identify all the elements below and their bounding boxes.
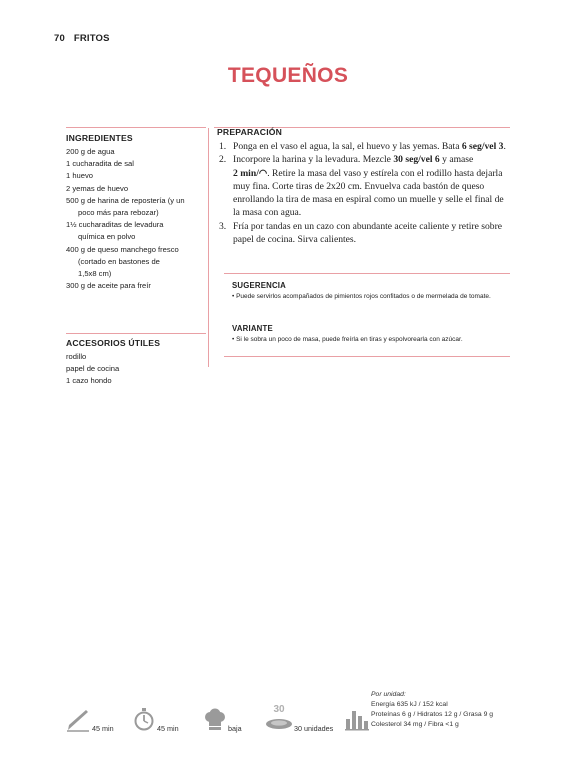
step-setting: 30 seg/vel 6 — [393, 154, 440, 166]
ingredient-line: 1 cucharadita de sal — [66, 159, 134, 169]
ingredient-item — [66, 219, 204, 243]
ingredient-line: 1½ cucharaditas de levadura — [66, 220, 164, 230]
servings-count: 30 — [273, 704, 285, 715]
prep-time: 45 min — [92, 724, 114, 733]
step-number: 2. — [219, 154, 227, 166]
tips-bottom-rule — [224, 356, 510, 357]
total-time: 45 min — [157, 724, 179, 733]
servings: 30 unidades — [294, 724, 334, 733]
preparation-heading: PREPARACIÓN — [217, 127, 283, 137]
suggestion-heading: SUGERENCIA — [232, 281, 286, 290]
variant-text: • Si le sobra un poco de masa, puede freírla en tiras y espolvorearla con azúcar. — [232, 336, 463, 343]
ingredient-item — [66, 146, 204, 158]
ingredients-section — [66, 133, 204, 292]
difficulty: baja — [228, 724, 242, 733]
step-setting: ◠ — [258, 167, 268, 179]
ingredient-line: 1 huevo — [66, 171, 94, 181]
ingredient-item — [66, 170, 204, 182]
step-fragment: Incorpore la harina y la levadura. Mezcle — [233, 154, 394, 166]
step-setting: 6 seg/vel 3 — [461, 141, 504, 152]
ingredient-line-continued: poco más para rebozar) — [78, 208, 159, 218]
step-fragment: Ponga en el vaso el agua, la sal, el huevo y las yemas. Bata — [233, 141, 462, 152]
step-setting: 2 min/ — [233, 167, 259, 179]
step-fragment: . — [503, 141, 506, 152]
accessory-item: papel de cocina — [66, 364, 120, 374]
accessories-section — [66, 338, 204, 388]
recipe-title: TEQUEÑOS — [227, 64, 349, 87]
ingredient-item — [66, 244, 204, 281]
step-number: 1. — [219, 141, 227, 152]
suggestion-box — [232, 281, 507, 302]
nutrition-macros: Proteínas 6 g / Hidratos 12 g / Grasa 9 g — [371, 711, 494, 719]
step-text — [233, 167, 512, 220]
step-fragment: Fría por tandas en un cazo con abundante aceite caliente y retire sobre papel de cocina. Sirva calientes. — [233, 220, 503, 246]
ingredients-heading: INGREDIENTES — [66, 133, 133, 143]
step-fragment: y amase — [439, 154, 474, 166]
preparation-steps — [217, 140, 512, 246]
section-name: FRITOS — [73, 33, 110, 44]
ingredient-item — [66, 195, 204, 219]
chef-hat-icon — [203, 708, 227, 732]
ingredients-list — [66, 146, 204, 292]
knife-icon — [66, 706, 90, 732]
step-text — [233, 220, 512, 247]
step-text — [233, 140, 512, 153]
ingredient-line: 400 g de queso manchego fresco — [66, 244, 179, 254]
ingredient-line: 200 g de agua — [66, 147, 115, 156]
nutrition-info — [371, 690, 493, 730]
accessory-item: rodillo — [66, 352, 87, 361]
nutrition-per: Por unidad: — [371, 691, 406, 698]
ingredient-line: 300 g de aceite para freír — [66, 281, 151, 291]
variant-heading: VARIANTE — [232, 324, 273, 333]
ingredient-line-continued: (cortado en bastones de — [78, 256, 160, 266]
step-text — [233, 153, 512, 166]
ingredient-line: 500 g de harina de repostería (y un — [66, 195, 185, 205]
ingredients-rule — [66, 127, 206, 128]
preparation-section — [217, 127, 512, 246]
ingredient-line-continued: química en polvo — [78, 232, 136, 242]
ingredient-line: 2 yemas de huevo — [66, 183, 129, 193]
accessories-heading: ACCESORIOS ÚTILES — [66, 338, 161, 348]
preparation-step — [217, 220, 512, 247]
suggestion-text: • Puede servirlos acompañados de pimientos rojos confitados o de mermelada de tomate. — [232, 293, 491, 300]
accessory-item: 1 cazo hondo — [66, 376, 112, 386]
timer-icon — [133, 707, 155, 731]
ingredient-item — [66, 183, 204, 195]
preparation-step — [217, 153, 512, 219]
ingredient-item — [66, 158, 204, 170]
preparation-step — [217, 140, 512, 153]
step-fragment: . Retire la masa del vaso y estírela con el rodillo hasta dejarla muy fina. Corte tiras de 2x20 cm. Envuelva cada bastón de queso enrollando la tira de masa en espiral como un muelle y selle el final de la masa con agua. — [233, 167, 504, 219]
ingredient-item — [66, 280, 204, 292]
step-number: 3. — [219, 220, 227, 232]
nutrition-energy: Energía 635 kJ / 152 kcal — [371, 701, 448, 709]
page-header — [54, 33, 110, 44]
ingredient-line-continued: 1,5x8 cm) — [78, 269, 112, 279]
nutrition-chart-icon — [345, 707, 369, 731]
accessories-list — [66, 351, 204, 388]
plate-icon — [265, 717, 293, 731]
column-divider — [208, 128, 209, 367]
variant-box — [232, 324, 507, 345]
tips-top-rule — [224, 273, 510, 274]
nutrition-other: Colesterol 34 mg / Fibra <1 g — [371, 721, 459, 729]
page-number: 70 — [54, 33, 65, 44]
accessories-rule — [66, 333, 206, 334]
